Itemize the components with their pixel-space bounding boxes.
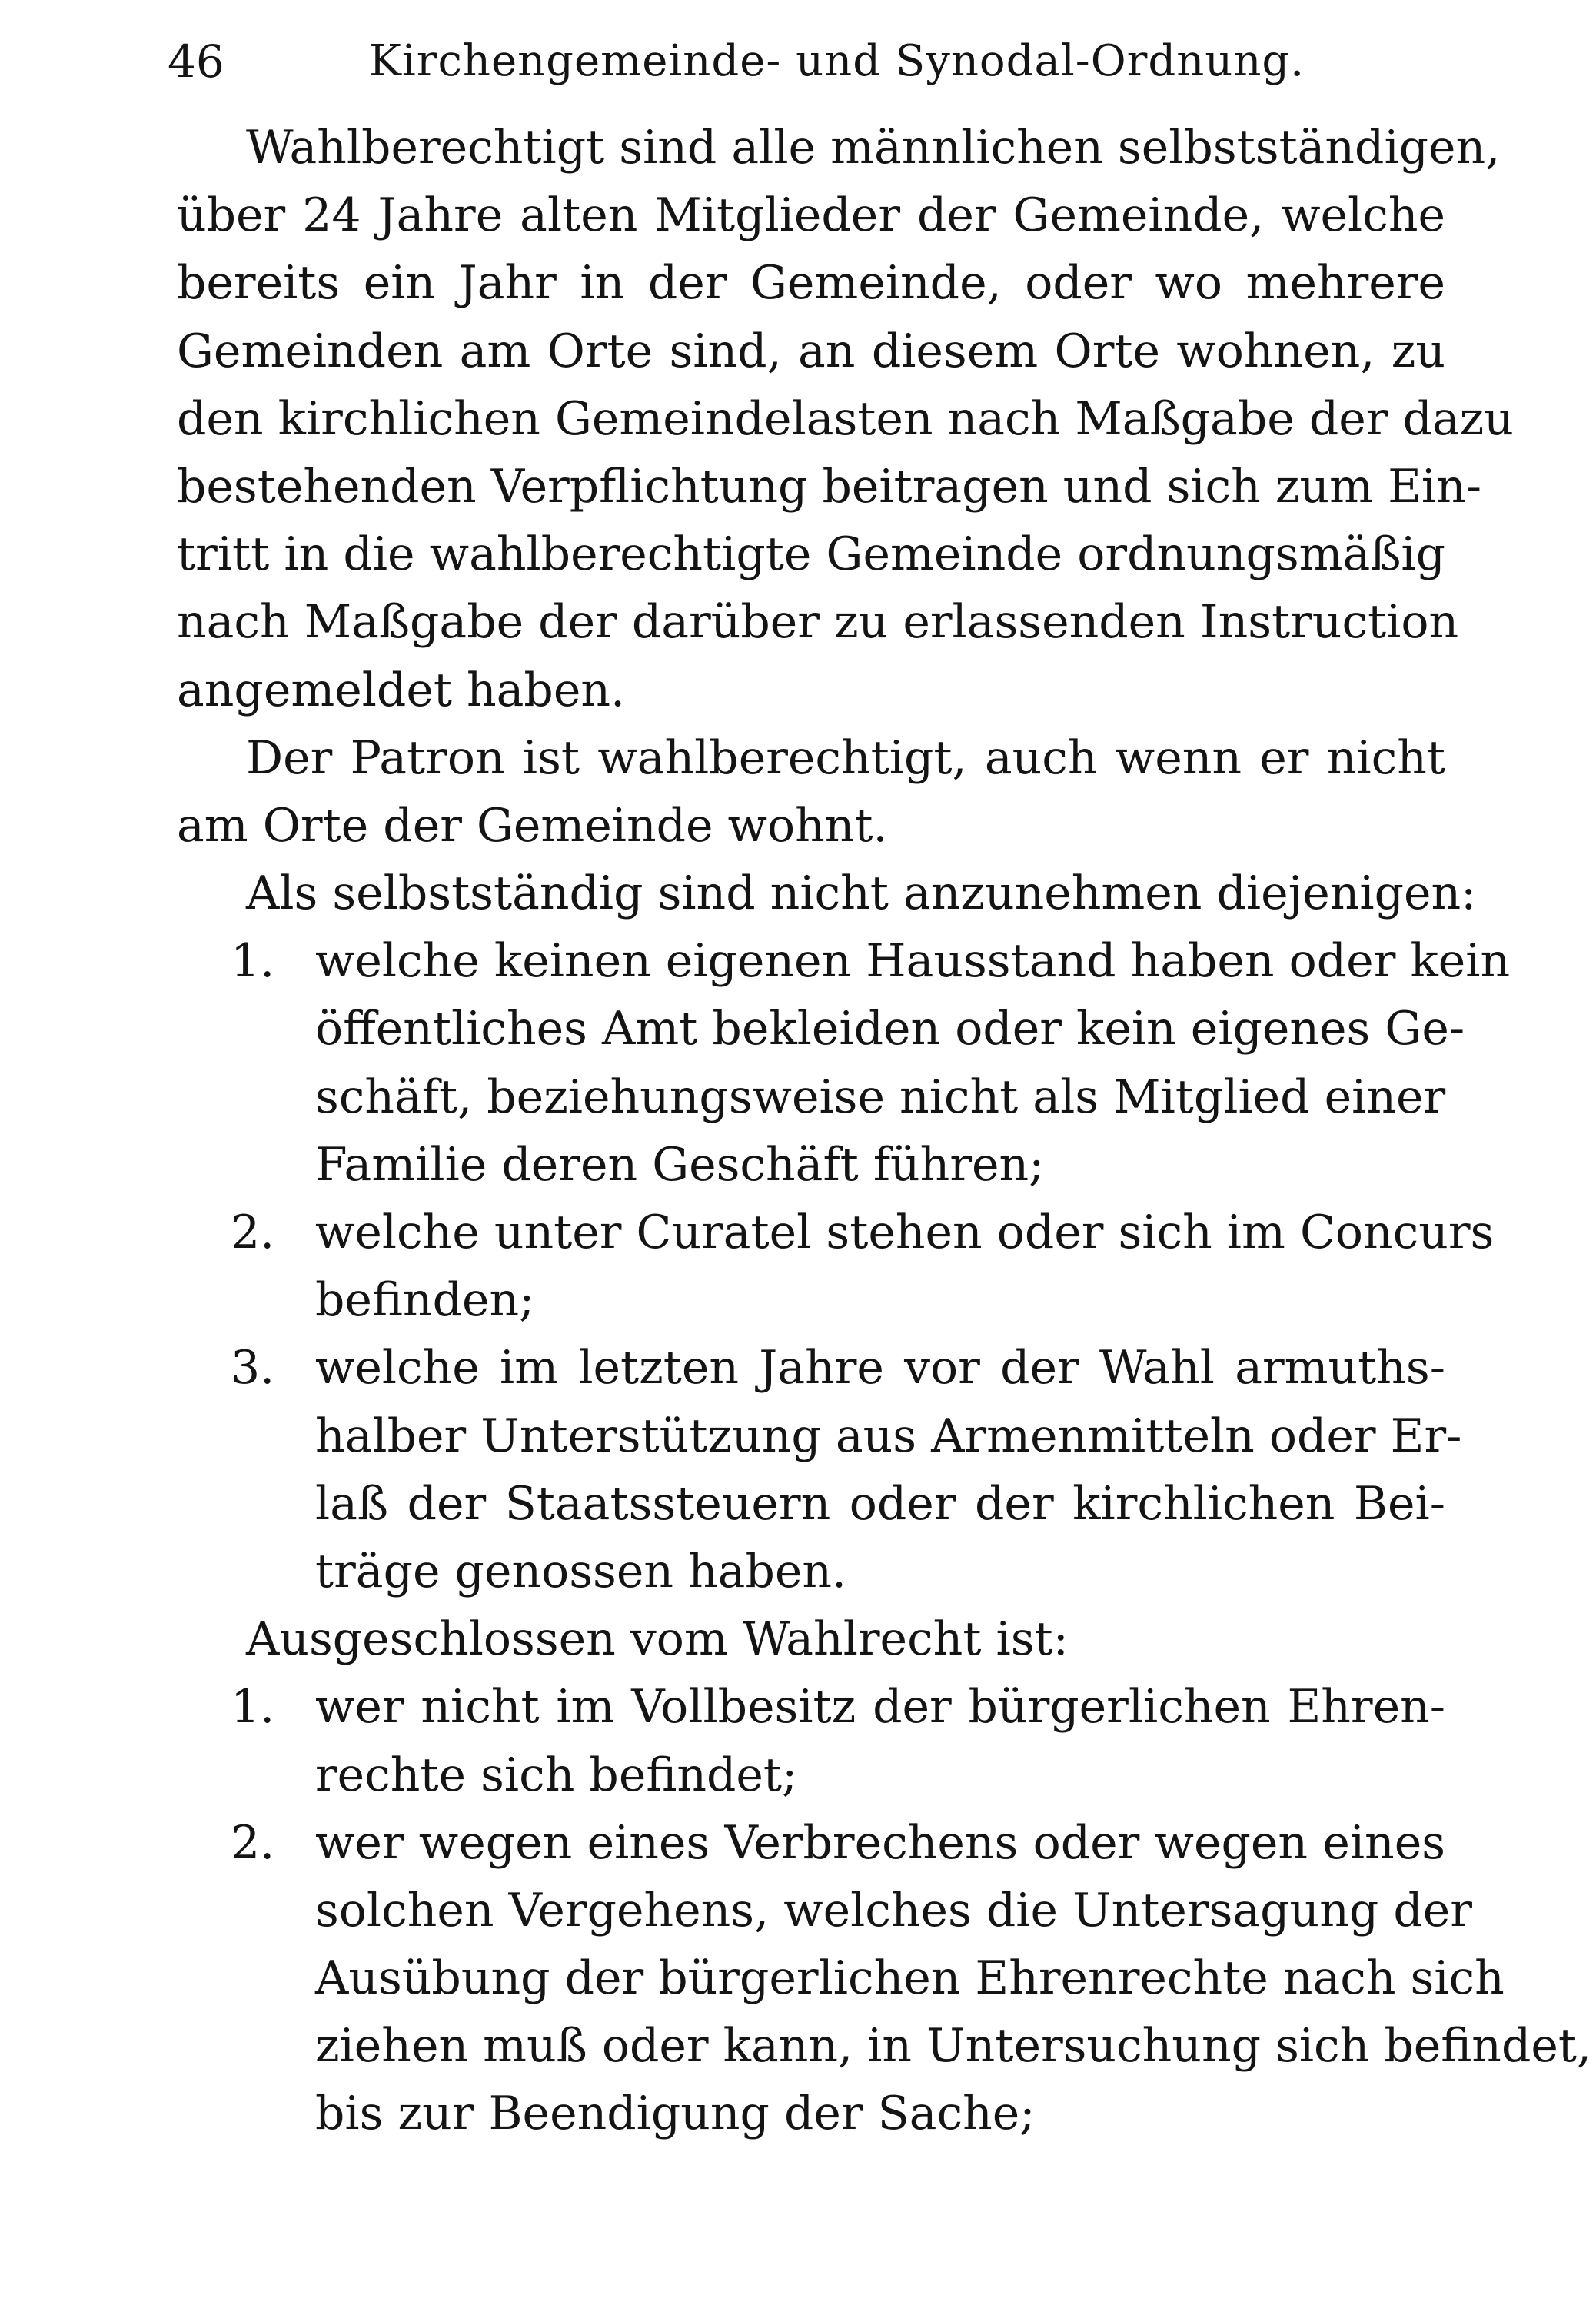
- text-line: [177, 1809, 1445, 1877]
- text-line: rechte sich befindet;: [315, 1748, 798, 1802]
- text-line: [177, 1334, 1445, 1402]
- list-item-number: 3.: [231, 1341, 275, 1395]
- text-line: über 24 Jahre alten Mitglieder der Gemeinde, welche: [177, 188, 1445, 243]
- list-item-number: 1.: [231, 934, 275, 989]
- list-item-text: wer wegen eines Verbrechens oder wegen eines: [315, 1815, 1445, 1870]
- list-item-number: 2.: [231, 1815, 275, 1870]
- text-line: laß der Staatssteuern oder der kirchlichen Bei-: [315, 1476, 1445, 1531]
- text-line: Ausgeschlossen vom Wahlrecht ist:: [246, 1612, 1069, 1667]
- text-line: Der Patron ist wahlberechtigt, auch wenn er nicht: [246, 730, 1445, 785]
- text-line: schäft, beziehungsweise nicht als Mitglied einer: [315, 1069, 1446, 1124]
- list-item: [177, 927, 1511, 1199]
- text-line: am Orte der Gemeinde wohnt.: [177, 798, 888, 853]
- list-item: [177, 1199, 1495, 1334]
- list: [177, 1673, 1592, 2147]
- text-line: [177, 1199, 1495, 1266]
- list-item-text: welche keinen eigenen Hausstand haben oder kein: [315, 934, 1511, 989]
- text-line: Wahlberechtigt sind alle männlichen selbstständigen,: [246, 121, 1501, 175]
- list-item: [177, 1334, 1462, 1605]
- paragraph: [177, 860, 1477, 927]
- text-line: tritt in die wahlberechtigte Gemeinde ordnungsmäßig: [177, 527, 1445, 582]
- list-item: [177, 1809, 1592, 2148]
- text-line: angemeldet haben.: [177, 663, 626, 717]
- text-line: [177, 927, 1511, 995]
- list-item-text: welche unter Curatel stehen oder sich im Concurs: [315, 1206, 1495, 1259]
- text-line: bereits ein Jahr in der Gemeinde, oder wo mehrere: [177, 256, 1445, 311]
- paragraph: [177, 114, 1514, 724]
- running-title: Kirchengemeinde- und Synodal-Ordnung.: [369, 36, 1305, 86]
- list-item-text: wer nicht im Vollbesitz der bürgerlichen Ehren-: [315, 1680, 1445, 1735]
- list-item-text: welche im letzten Jahre vor der Wahl armuths-: [315, 1341, 1445, 1395]
- text-line: den kirchlichen Gemeindelasten nach Maßgabe der dazu: [177, 391, 1514, 446]
- list-item-number: 2.: [231, 1206, 275, 1259]
- body-text: [177, 114, 1592, 2148]
- page-number: 46: [168, 35, 224, 88]
- paragraph: [177, 1605, 1445, 1673]
- text-line: bestehenden Verpflichtung beitragen und sich zum Ein-: [177, 459, 1481, 514]
- list-item-number: 1.: [231, 1680, 275, 1735]
- text-line: Familie deren Geschäft führen;: [315, 1137, 1045, 1192]
- text-line: Als selbstständig sind nicht anzunehmen diejenigen:: [246, 866, 1477, 921]
- page-header: [154, 23, 1468, 100]
- text-line: befinden;: [315, 1273, 535, 1328]
- text-line: ziehen muß oder kann, in Untersuchung sich befindet,: [315, 2019, 1592, 2074]
- text-line: nach Maßgabe der darüber zu erlassenden Instruction: [177, 595, 1459, 650]
- text-line: [177, 1673, 1445, 1741]
- text-line: solchen Vergehens, welches die Untersagung der: [315, 1883, 1472, 1937]
- list: [177, 927, 1511, 1605]
- list-item: [177, 1673, 1445, 1808]
- text-line: Ausübung der bürgerlichen Ehrenrechte nach sich: [315, 1951, 1505, 2006]
- text-line: Gemeinden am Orte sind, an diesem Orte wohnen, zu: [177, 324, 1445, 378]
- text-line: bis zur Beendigung der Sache;: [315, 2087, 1036, 2141]
- text-line: öffentliches Amt bekleiden oder kein eigenes Ge-: [315, 1002, 1465, 1056]
- text-line: halber Unterstützung aus Armenmitteln oder Er-: [315, 1409, 1462, 1463]
- paragraph: [177, 724, 1445, 860]
- text-line: träge genossen haben.: [315, 1544, 847, 1598]
